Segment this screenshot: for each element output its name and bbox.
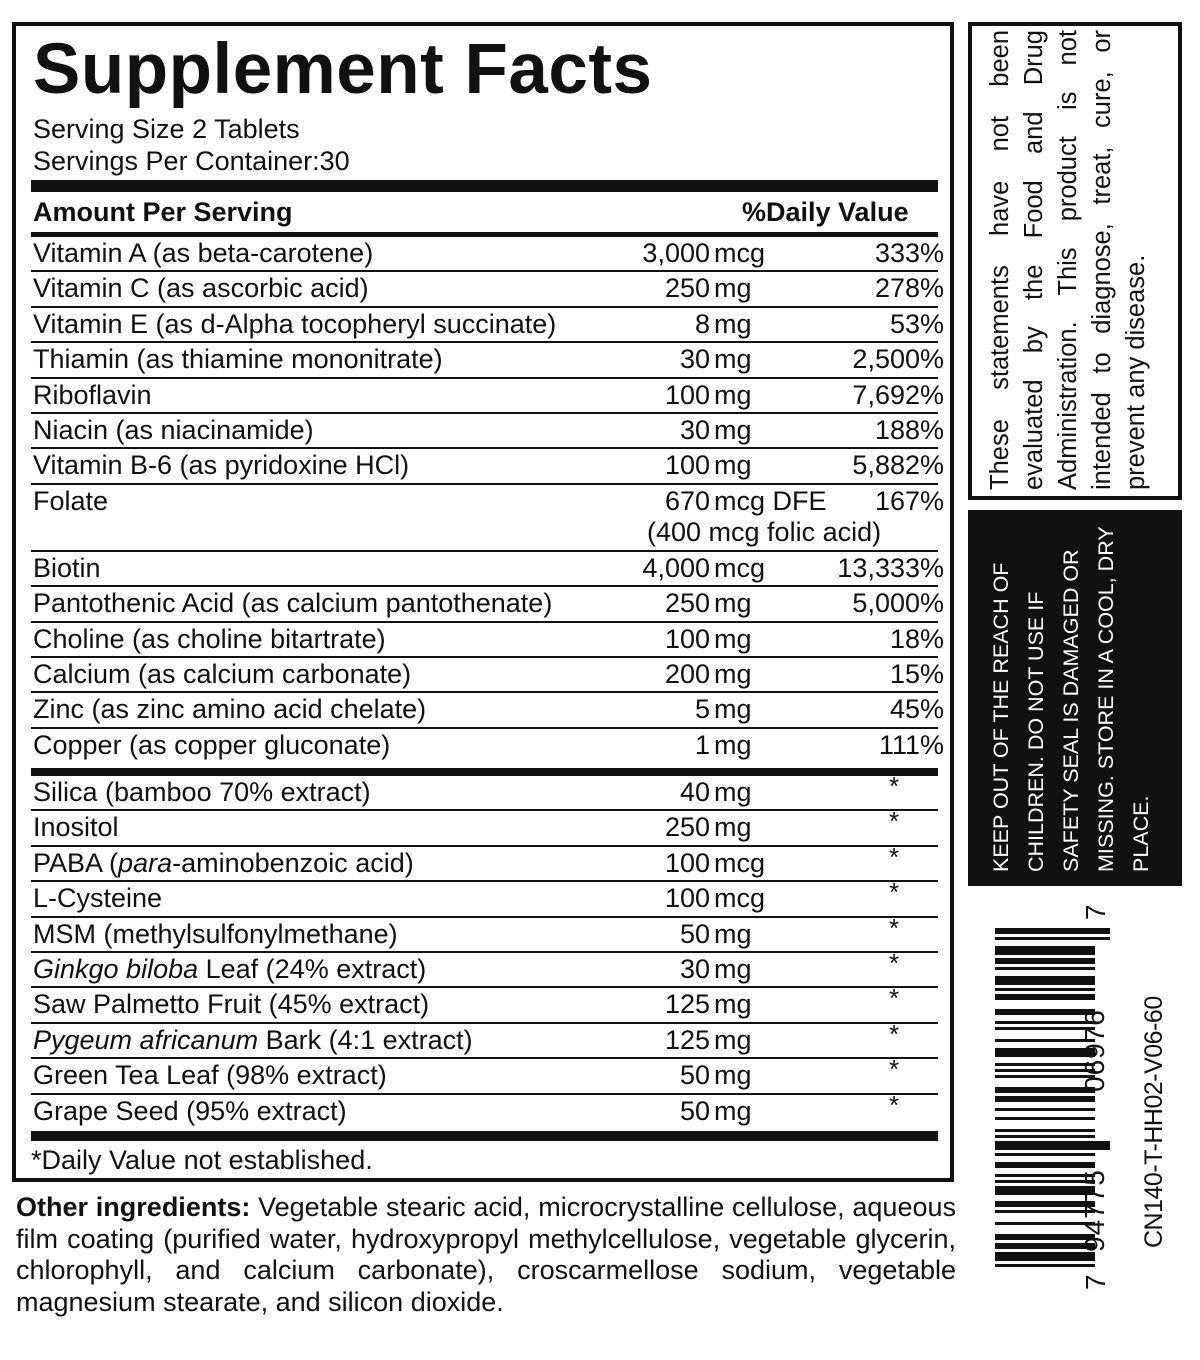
amount-value: 1 <box>694 729 710 760</box>
table-row <box>31 1054 938 1094</box>
table-row <box>31 343 944 378</box>
table-row <box>31 414 944 449</box>
serving-size: Serving Size 2 Tablets <box>33 114 300 144</box>
barcode-bar <box>995 1141 1110 1150</box>
barcode-bar <box>995 1117 1095 1120</box>
amount-value: 50 <box>679 1060 710 1091</box>
daily-value-not-established: * <box>889 1018 900 1049</box>
daily-value: 5,882% <box>852 450 944 481</box>
other-ingredients-text: Vegetable stearic acid, microcrystalline cellulose, aqueous film coating (purified water, hydroxypropyl methylcellulose, vegetable glycerin, chlorophyll, and calcium carbonate), croscarmellose sodium, vegetable magnesium stearate, and silicon dioxide. <box>16 1192 956 1317</box>
ingredient-name-part: PABA ( <box>33 847 119 878</box>
ingredient-name-italic: Ginkgo biloba <box>33 953 199 984</box>
table-row <box>31 552 944 587</box>
amount-value: 100 <box>664 379 710 410</box>
folic-acid-note: (400 mcg folic acid) <box>647 516 882 547</box>
warning-text: KEEP OUT OF THE REACH OF CHILDREN. DO NOT USE IF SAFETY SEAL IS DAMAGED OR MISSING. STORE IN A COOL, DRY PLACE. <box>989 526 1153 872</box>
ingredient-name: MSM (methylsulfonylmethane) <box>33 918 398 949</box>
daily-value-footnote: *Daily Value not established. <box>31 1145 373 1175</box>
amount-unit: mg <box>714 918 752 949</box>
daily-value-not-established: * <box>889 1054 900 1085</box>
servings-per-container: Servings Per Container:30 <box>33 146 350 176</box>
barcode-bar <box>995 1129 1095 1132</box>
amount-unit: mg <box>714 658 752 689</box>
amount-value: 3,000 <box>642 238 710 268</box>
section-divider <box>31 768 938 776</box>
amount-per-serving-header: Amount Per Serving <box>33 197 293 227</box>
table-row <box>31 771 938 811</box>
amount-value: 670 <box>664 485 710 516</box>
daily-value: 7,692% <box>852 379 944 410</box>
table-row <box>31 272 944 307</box>
panel-title: Supplement Facts <box>33 30 653 109</box>
barcode-bar <box>995 994 1095 1000</box>
amount-unit: mg <box>714 273 752 304</box>
daily-value-not-established: * <box>889 806 900 837</box>
amount-value: 100 <box>664 883 710 914</box>
amount-unit: mg <box>714 729 752 760</box>
daily-value: 53% <box>889 308 944 339</box>
barcode-bar <box>995 1096 1095 1102</box>
daily-value-not-established: * <box>889 983 900 1014</box>
ingredient-name: L-Cysteine <box>33 883 163 914</box>
table-row <box>31 623 944 658</box>
table-row <box>31 449 944 484</box>
table-row <box>31 841 938 882</box>
table-row <box>31 587 944 622</box>
amount-unit: mg <box>714 777 752 807</box>
ingredient-name: Saw Palmetto Fruit (45% extract) <box>33 989 430 1020</box>
amount-value: 250 <box>664 812 710 843</box>
ingredient-name: Vitamin B-6 (as pyridoxine HCl) <box>33 450 410 481</box>
bottom-divider <box>31 1131 938 1141</box>
amount-unit: mg <box>714 989 752 1020</box>
table-row <box>31 237 944 272</box>
amount-unit: mg <box>714 694 752 725</box>
daily-value-not-established: * <box>889 912 900 943</box>
daily-value-not-established: * <box>889 1089 900 1120</box>
amount-value: 4,000 <box>642 552 710 583</box>
daily-value: 15% <box>889 658 944 689</box>
daily-value: 18% <box>889 623 944 654</box>
ingredient-name: Vitamin A (as beta-carotene) <box>33 238 374 268</box>
daily-value: 333% <box>874 238 944 268</box>
daily-value: 13,333% <box>837 552 944 583</box>
barcode <box>985 900 1115 1300</box>
amount-unit: mg <box>714 414 752 445</box>
barcode-bar <box>995 1108 1095 1111</box>
ingredient-name <box>33 847 414 880</box>
table-row <box>31 983 938 1023</box>
amount-unit: mg <box>714 344 752 375</box>
ingredient-name: Folate <box>33 485 109 516</box>
daily-value-header: %Daily Value <box>742 197 909 227</box>
ingredient-name: Calcium (as calcium carbonate) <box>33 658 412 689</box>
table-row <box>31 1089 938 1130</box>
amount-unit: mg <box>714 588 752 619</box>
barcode-bar <box>995 988 1095 991</box>
ingredient-name: Grape Seed (95% extract) <box>33 1095 347 1126</box>
amount-unit: mg <box>714 1095 752 1126</box>
barcode-bar <box>995 1135 1095 1138</box>
barcode-bar <box>995 1252 1095 1261</box>
amount-value: 100 <box>664 450 710 481</box>
barcode-digit-left: 7 <box>1080 1274 1111 1290</box>
amount-value: 8 <box>694 308 710 339</box>
warning-box <box>968 510 1182 886</box>
daily-value-not-established: * <box>889 771 900 801</box>
table-row <box>31 379 944 414</box>
table-row <box>31 658 944 693</box>
amount-unit: mcg <box>714 552 766 583</box>
daily-value-not-established: * <box>889 947 900 978</box>
ingredient-name: Vitamin C (as ascorbic acid) <box>33 273 369 304</box>
amount-value: 50 <box>679 918 710 949</box>
table-row <box>31 729 944 764</box>
ingredient-name: Pantothenic Acid (as calcium pantothenate) <box>33 588 553 619</box>
daily-value: 2,500% <box>852 344 944 375</box>
amount-value: 250 <box>664 273 710 304</box>
ingredient-name: Biotin <box>33 552 101 583</box>
barcode-bar <box>995 976 1095 985</box>
amount-unit: mcg DFE <box>714 485 827 516</box>
amount-unit: mg <box>714 450 752 481</box>
amount-value: 200 <box>664 658 710 689</box>
table-row <box>31 485 944 552</box>
table-row <box>31 947 938 988</box>
ingredient-name: Niacin (as niacinamide) <box>33 414 314 445</box>
ingredient-name-part: Leaf (24% extract) <box>198 953 427 984</box>
amount-unit: mcg <box>714 883 766 914</box>
amount-value: 125 <box>664 989 710 1020</box>
daily-value: 278% <box>874 273 944 304</box>
amount-value: 30 <box>679 414 710 445</box>
barcode-bar <box>995 958 1095 964</box>
amount-unit: mg <box>714 379 752 410</box>
thick-divider <box>31 180 938 192</box>
ingredient-name: Thiamin (as thiamine mononitrate) <box>33 344 443 375</box>
ingredient-name-part: -aminobenzoic acid) <box>172 847 414 878</box>
fda-disclaimer-box <box>968 22 1182 500</box>
ingredient-name: Green Tea Leaf (98% extract) <box>33 1060 387 1091</box>
table-row <box>31 308 944 343</box>
amount-unit: mg <box>714 1024 752 1055</box>
amount-unit: mg <box>714 953 752 984</box>
barcode-bar <box>995 967 1095 970</box>
lot-code: CN140-T-HH02-V06-60 <box>1140 996 1168 1248</box>
daily-value: 5,000% <box>852 588 944 619</box>
barcode-bar <box>995 1162 1095 1168</box>
amount-value: 250 <box>664 588 710 619</box>
amount-value: 40 <box>679 777 710 807</box>
amount-value: 100 <box>664 623 710 654</box>
amount-value: 30 <box>679 344 710 375</box>
amount-value: 50 <box>679 1095 710 1126</box>
daily-value: 167% <box>874 485 944 516</box>
ingredient-name-part: Bark (4:1 extract) <box>258 1024 473 1055</box>
daily-value: 45% <box>889 694 944 725</box>
barcode-group-2: 06976 <box>1079 1009 1110 1092</box>
ingredient-name <box>33 1024 473 1057</box>
amount-unit: mg <box>714 623 752 654</box>
table-row <box>31 806 938 846</box>
ingredient-name: Vitamin E (as d-Alpha tocopheryl succinate) <box>33 308 557 339</box>
ingredient-name <box>33 953 426 986</box>
barcode-bar <box>995 946 1095 955</box>
barcode-bar <box>995 937 1110 940</box>
daily-value: 111% <box>878 729 944 760</box>
ingredient-name: Riboflavin <box>33 379 152 410</box>
other-ingredient-list <box>31 771 938 1130</box>
ingredient-name: Copper (as copper gluconate) <box>33 729 391 760</box>
ingredient-name: Choline (as choline bitartrate) <box>33 623 386 654</box>
ingredient-name-italic: para <box>118 847 173 878</box>
amount-value: 30 <box>679 953 710 984</box>
table-row <box>31 912 938 953</box>
amount-unit: mcg <box>714 847 766 878</box>
ingredient-name: Silica (bamboo 70% extract) <box>33 777 371 807</box>
other-ingredients <box>16 1192 956 1318</box>
ingredient-name-italic: Pygeum africanum <box>33 1024 259 1055</box>
amount-unit: mg <box>714 812 752 843</box>
barcode-digit-right: 7 <box>1080 904 1111 920</box>
ingredient-name: Inositol <box>33 812 119 843</box>
amount-unit: mg <box>714 1060 752 1091</box>
amount-unit: mg <box>714 308 752 339</box>
amount-value: 125 <box>664 1024 710 1055</box>
supplement-facts-panel <box>12 22 954 1182</box>
amount-value: 100 <box>664 847 710 878</box>
barcode-bar <box>995 1264 1095 1267</box>
barcode-bar <box>995 928 1110 934</box>
fda-disclaimer-text: These statements have not been evaluated by the Food and Drug Administration. This product is not intended to diagnose, treat, cure, or prevent any disease. <box>986 30 1150 490</box>
daily-value: 188% <box>874 414 944 445</box>
other-ingredients-label: Other ingredients: <box>16 1192 251 1222</box>
daily-value-not-established: * <box>889 877 900 908</box>
table-row <box>31 1018 938 1059</box>
amount-value: 5 <box>694 694 710 725</box>
daily-value-not-established: * <box>889 841 900 872</box>
amount-unit: mcg <box>714 238 766 268</box>
barcode-group-1: 94775 <box>1079 1169 1110 1252</box>
table-row <box>31 877 938 917</box>
table-row <box>31 693 944 728</box>
ingredient-name: Zinc (as zinc amino acid chelate) <box>33 694 427 725</box>
vitamin-list <box>31 237 944 764</box>
barcode-bar <box>995 1153 1095 1156</box>
